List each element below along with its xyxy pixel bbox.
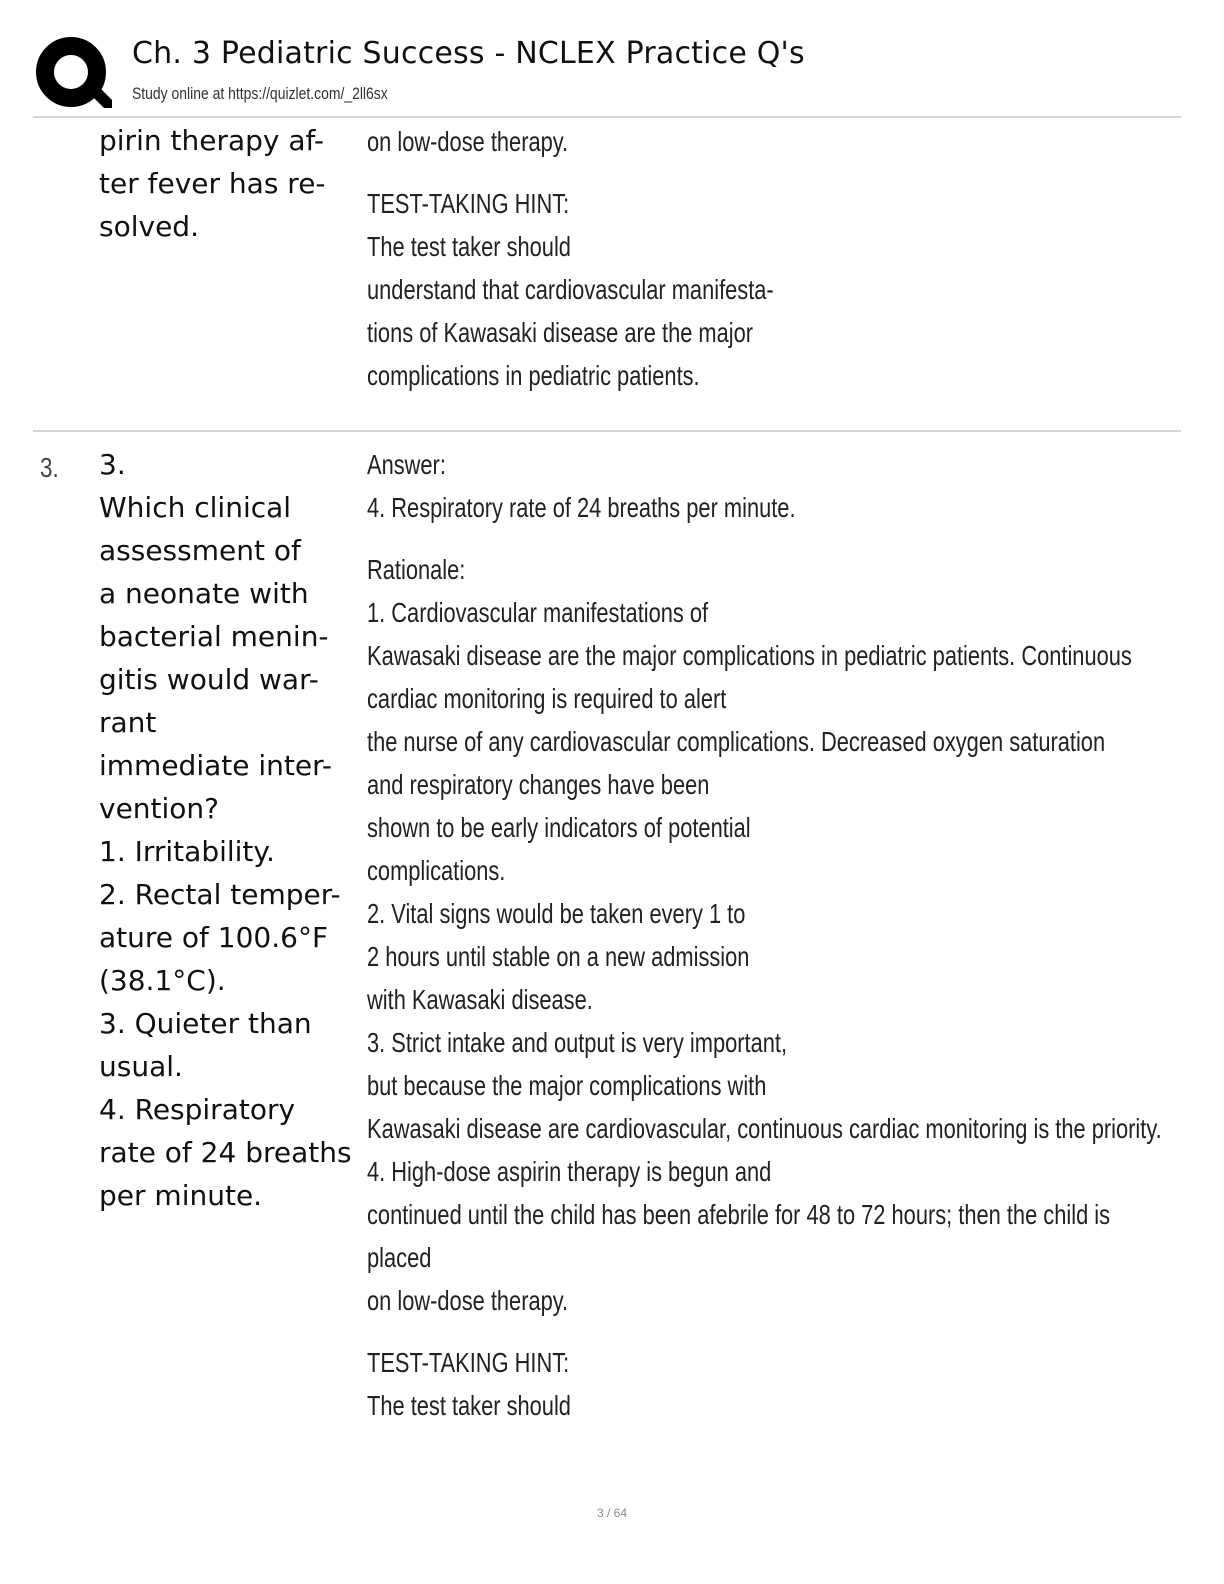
question-line: immediate inter- (99, 749, 332, 782)
answer-text (367, 443, 1224, 1427)
question-line: Which clinical (99, 491, 292, 524)
question-text (99, 443, 369, 1217)
question-line: per minute. (99, 1179, 263, 1212)
answer-line (367, 163, 774, 182)
answer-line: complications in pediatric patients. (367, 360, 700, 391)
answer-line: Answer: (367, 449, 446, 480)
question-line: ter fever has re- (99, 167, 326, 200)
answer-line (367, 529, 1162, 548)
answer-line: The test taker should (367, 1390, 571, 1421)
question-line: assessment of (99, 534, 301, 567)
question-line: bacterial menin- (99, 620, 329, 653)
question-line: 3. Quieter than (99, 1007, 312, 1040)
answer-line: 1. Cardiovascular manifestations of (367, 597, 709, 628)
answer-line: and respiratory changes have been (367, 769, 710, 800)
document-title: Ch. 3 Pediatric Success - NCLEX Practice Q's (132, 36, 805, 71)
question-line: 1. Irritability. (99, 835, 275, 868)
card-number: 3. (40, 452, 59, 483)
answer-line: the nurse of any cardiovascular complications. Decreased oxygen saturation (367, 726, 1106, 757)
answer-line: complications. (367, 855, 506, 886)
question-line: ature of 100.6°F (99, 921, 329, 954)
question-line: gitis would war- (99, 663, 319, 696)
quizlet-q-logo-icon (34, 34, 112, 112)
question-line: a neonate with (99, 577, 309, 610)
answer-line: understand that cardiovascular manifesta- (367, 274, 774, 305)
answer-line: but because the major complications with (367, 1070, 767, 1101)
answer-line: shown to be early indicators of potential (367, 812, 751, 843)
answer-line: on low-dose therapy. (367, 126, 569, 157)
question-line: rant (99, 706, 157, 739)
answer-line: 3. Strict intake and output is very important, (367, 1027, 788, 1058)
question-line: usual. (99, 1050, 183, 1083)
question-line: vention? (99, 792, 220, 825)
answer-line: TEST-TAKING HINT: (367, 1347, 570, 1378)
answer-line: tions of Kawasaki disease are the major (367, 317, 754, 348)
header-divider (33, 116, 1181, 118)
answer-line: TEST-TAKING HINT: (367, 188, 570, 219)
study-online-link[interactable]: Study online at https://quizlet.com/_2ll6sx (132, 84, 388, 103)
question-line: 4. Respiratory (99, 1093, 296, 1126)
answer-line: Kawasaki disease are the major complications in pediatric patients. Continuous (367, 640, 1132, 671)
previous-question-text (99, 119, 369, 248)
answer-line: Rationale: (367, 554, 466, 585)
answer-line: The test taker should (367, 231, 571, 262)
answer-line: placed (367, 1242, 432, 1273)
answer-line: 4. High-dose aspirin therapy is begun and (367, 1156, 772, 1187)
answer-line: Kawasaki disease are cardiovascular, continuous cardiac monitoring is the priority. (367, 1113, 1162, 1144)
question-line: 2. Rectal temper- (99, 878, 341, 911)
previous-answer-text (367, 120, 888, 397)
question-line: 3. (99, 448, 126, 481)
question-line: (38.1°C). (99, 964, 226, 997)
answer-line: 2. Vital signs would be taken every 1 to (367, 898, 746, 929)
question-line: rate of 24 breaths (99, 1136, 352, 1169)
answer-line: on low-dose therapy. (367, 1285, 569, 1316)
answer-line: with Kawasaki disease. (367, 984, 593, 1015)
answer-line: 4. Respiratory rate of 24 breaths per minute. (367, 492, 796, 523)
page-number: 3 / 64 (596, 1506, 628, 1520)
card-divider (33, 430, 1181, 432)
answer-line (367, 1322, 1162, 1341)
question-line: solved. (99, 210, 199, 243)
answer-line: 2 hours until stable on a new admission (367, 941, 750, 972)
page-header (0, 0, 1224, 118)
question-line: pirin therapy af- (99, 124, 324, 157)
answer-line: cardiac monitoring is required to alert (367, 683, 727, 714)
answer-line: continued until the child has been afebrile for 48 to 72 hours; then the child is (367, 1199, 1111, 1230)
